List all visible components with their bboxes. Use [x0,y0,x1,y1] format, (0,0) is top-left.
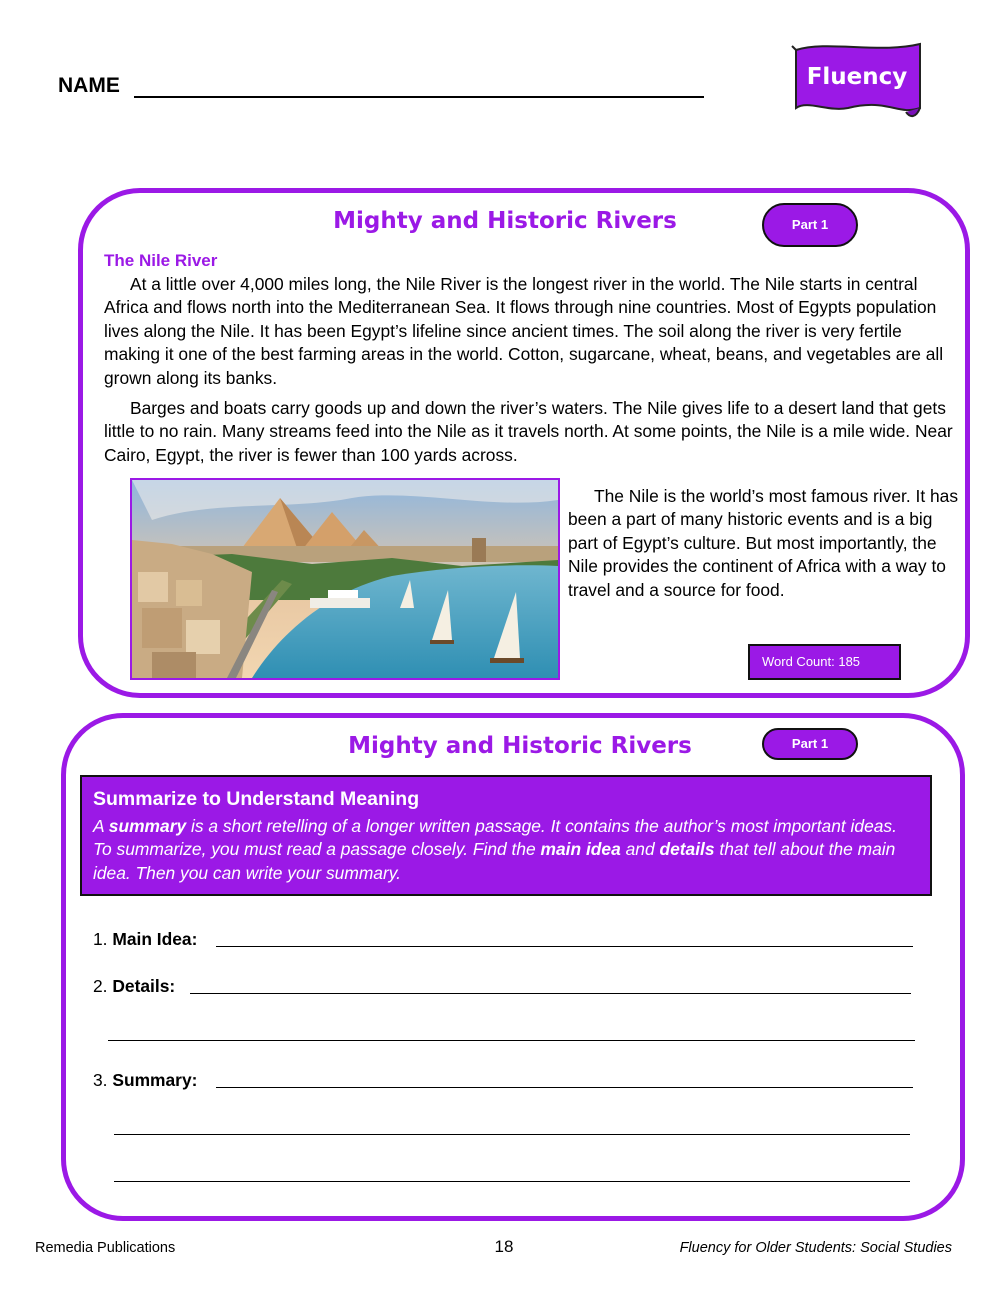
part-badge: Part 1 [762,203,858,247]
question-main-idea: 1. Main Idea: [93,929,198,949]
paragraph-3: The Nile is the world’s most famous river. It has been a part of many historic events and is a big part of Egypt’s culture. But most importantly, the Nile provides the continent of Africa with a way to travel and a source for food. [568,486,959,600]
answer-line-main-idea[interactable] [216,946,913,947]
reading-title: Mighty and Historic Rivers [333,208,677,234]
name-line[interactable] [134,96,704,98]
nile-photo [130,478,560,680]
answer-line-details-1[interactable] [190,993,911,994]
section-subheading: The Nile River [104,251,218,270]
footer-book-title: Fluency for Older Students: Social Studies [679,1240,952,1256]
question-summary: 3. Summary: [93,1070,198,1090]
summarize-heading: Summarize to Understand Meaning [93,788,420,810]
name-label: NAME [58,74,120,97]
answer-line-summary-2[interactable] [114,1134,910,1135]
paragraph-2: Barges and boats carry goods up and down the river’s waters. The Nile gives life to a desert land that gets little to no rain. Many streams feed into the Nile as it travels north. At some points, the Nile is a mile wide. Near Cairo, Egypt, the river is fewer than 100 yards across. [104,398,953,465]
page-number: 18 [494,1237,514,1256]
paragraph-1: At a little over 4,000 miles long, the Nile River is the longest river in the world. The Nile starts in central Africa and flows north into the Mediterranean Sea. It flows through nine countries. Most of Egypts population lives along the Nile. It has been Egypt’s lifeline since ancient times. The soil along the river is very fertile making it one of the best farming areas in the world. Cotton, sugarcane, wheat, beans, and vegetables are all grown along its banks. [104,274,944,388]
answer-line-summary-3[interactable] [114,1181,910,1182]
summarize-instructions: A summary is a short retelling of a longer written passage. It contains the author’s most important ideas. To summarize, you must read a passage closely. Find the main idea and details that tell about the main idea. Then you can write your summary. [93,816,897,883]
answer-line-details-2[interactable] [108,1040,915,1041]
word-count-badge: Word Count: 185 [748,644,901,680]
summary-panel-title: Mighty and Historic Rivers [348,733,692,759]
fluency-banner-label: Fluency [806,64,908,90]
answer-line-summary-1[interactable] [216,1087,913,1088]
part-badge-2: Part 1 [762,728,858,760]
question-details: 2. Details: [93,976,176,996]
footer-publisher: Remedia Publications [35,1240,176,1256]
